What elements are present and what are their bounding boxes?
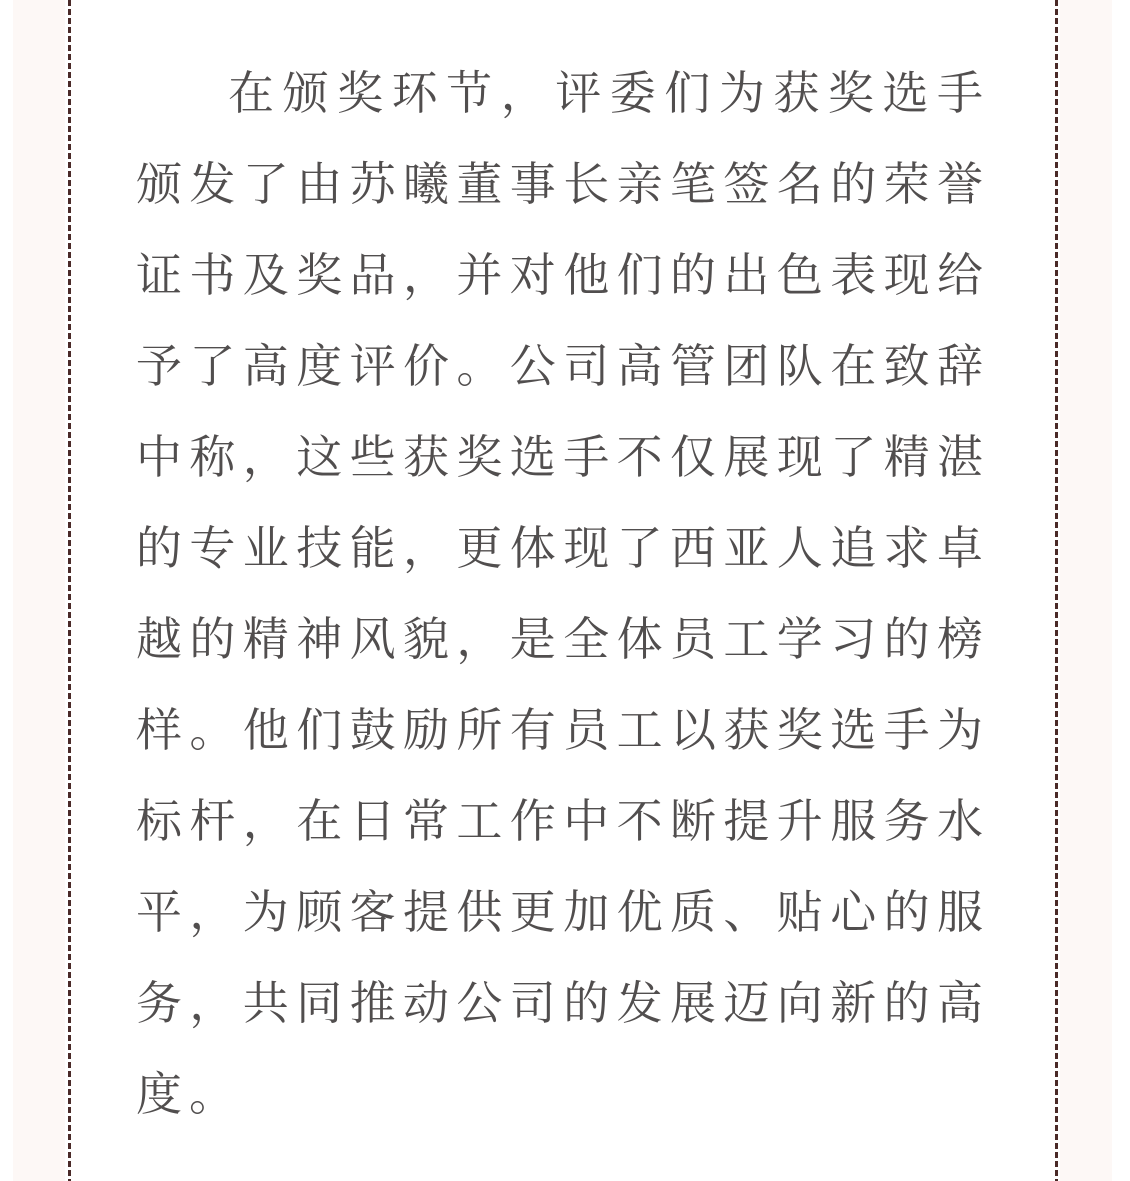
left-dashed-border bbox=[68, 0, 71, 1181]
paragraph-line: 平，为顾客提供更加优质、贴心的服 bbox=[136, 886, 990, 938]
paragraph-line: 中称，这些获奖选手不仅展现了精湛 bbox=[136, 431, 990, 483]
article-body bbox=[136, 48, 990, 1140]
paragraph-line: 度。 bbox=[136, 1068, 242, 1120]
paragraph-line: 在颁奖环节，评委们为获奖选手 bbox=[228, 67, 990, 119]
paragraph-line: 越的精神风貌，是全体员工学习的榜 bbox=[136, 613, 990, 665]
paragraph-line: 颁发了由苏曦董事长亲笔签名的荣誉 bbox=[136, 158, 990, 210]
paragraph-line: 标杆，在日常工作中不断提升服务水 bbox=[136, 795, 990, 847]
paragraph-line: 证书及奖品，并对他们的出色表现给 bbox=[136, 249, 990, 301]
paragraph-line: 样。他们鼓励所有员工以获奖选手为 bbox=[136, 704, 990, 756]
right-decor-strip bbox=[1060, 0, 1112, 1181]
paragraph-line: 的专业技能，更体现了西亚人追求卓 bbox=[136, 522, 990, 574]
paragraph-line: 务，共同推动公司的发展迈向新的高 bbox=[136, 977, 990, 1029]
right-dashed-border bbox=[1055, 0, 1058, 1181]
left-decor-strip bbox=[13, 0, 65, 1181]
paragraph-line: 予了高度评价。公司高管团队在致辞 bbox=[136, 340, 990, 392]
